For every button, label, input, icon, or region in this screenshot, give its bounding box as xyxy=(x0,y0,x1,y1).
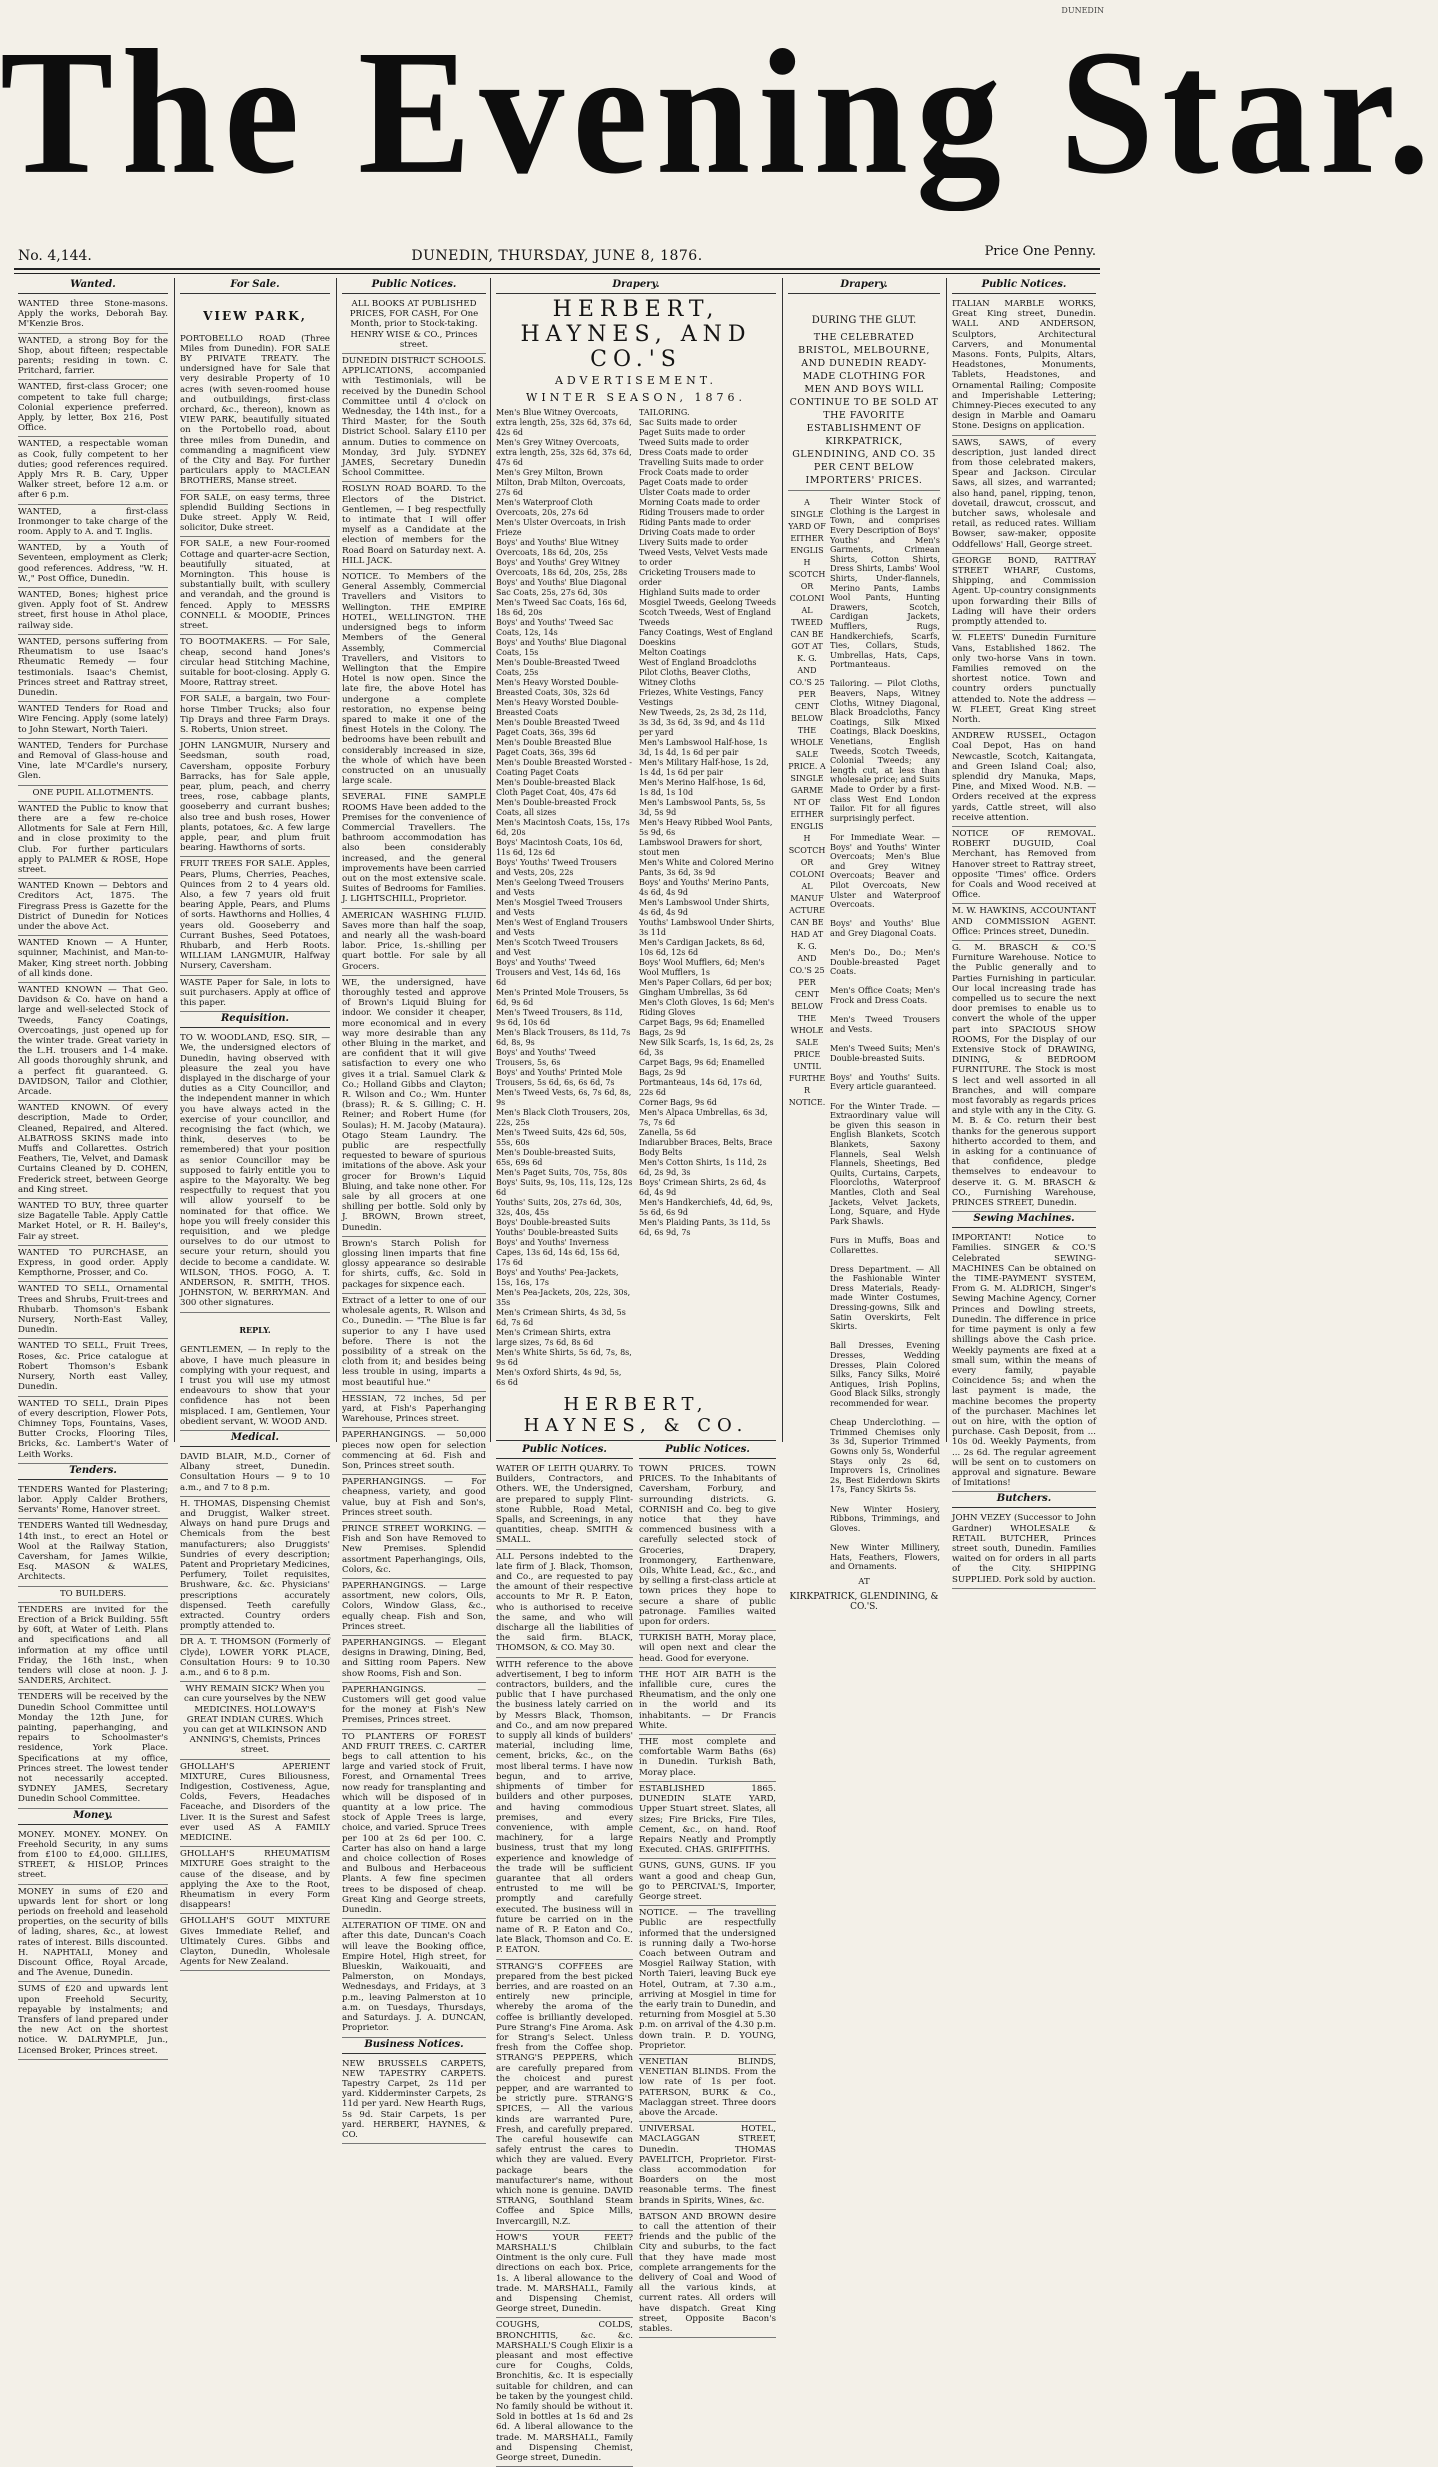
classified-ad: WANTED the Public to know that there are a few re-choice Allotments for Sale at Fern Hill, and in close proximity to the Club. For further particulars apply to PALMER & ROSE, Hope street. xyxy=(18,802,168,879)
classified-ad: WANTED, a respectable woman as Cook, fully competent to her duties; good references required. Apply Mrs R. B. Cary, Upper Walker street, before 12 a.m. or after 6 p.m. xyxy=(18,437,168,504)
reply-ad xyxy=(180,1313,330,1431)
notice-ad: Extract of a letter to one of our wholesale agents, R. Wilson and Co., Dunedin. — "The Blue is far superior to any I have used before. There is not the possibility of a streak on the cloth from it; and besides being less trouble in using, imparts a most beautiful hue." xyxy=(342,1294,486,1392)
section-head-public-notices: Public Notices. xyxy=(639,1443,776,1459)
notice-ad: AMERICAN WASHING FLUID. Saves more than half the soap, and nearly all the wash-board labor. Price, 1s.-shilling per quart bottle. For sale by all Grocers. xyxy=(342,909,486,976)
notice-ad: HOW'S YOUR FEET? MARSHALL'S Chilblain Ointment is the only cure. Full directions on each box. Price, 1s. A liberal allowance to the trade. M. MARSHALL, Family and Dispensing Chemist, George street, Dunedin. xyxy=(496,2231,633,2319)
notice-ad: NOTICE. To Members of the General Assembly, Commercial Travellers and Visitors to Wellington. THE EMPIRE HOTEL, WELLINGTON. THE undersigned begs to inform Members of the General Assembly, Commercial Travellers, and Visitors to Wellington that the Empire Hotel is now open. Since the late fire, the above Hotel has undergone a complete restoration, no expense being spared to make it one of the finest Hotels in the Colony. The bedrooms have been rebuilt and considerably increased in size, the whole of which have been constructed on an unusually large scale. xyxy=(342,570,486,790)
kirkpatrick-stock-list: Their Winter Stock of Clothing is the Largest in Town, and comprises Every Description of Boys' Youths' and Men's Garments, Crimean Shirts, Cotton Shirts, Dress Shirts, Lambs' Wool Shirts, Under-flannels, Merino Pants, Lambs Wool Pants, Hunting Drawers, Scotch, Cardigan Jackets, Mufflers, Rugs, Handkerchiefs, Scarfs, Ties, Collars, Studs, Umbrellas, Hats, Caps, Portmanteaus. Tailoring. — Pilot Cloths, Beavers, Naps, Witney Cloths, Witney Diagonal, Black Broadcloths, Fancy Coatings, Silk Mixed Coatings, Black Doeskins, Venetians, English Tweeds, Scotch Tweeds, Colonial Tweeds; any length cut, at less than wholesale price; and Suits Made to Order by a first-class West End London Tailor. Fit for all figures surprisingly perfect. For Immediate Wear. — Boys' and Youths' Winter Overcoats; Men's Blue and Grey Witney Overcoats; Beaver and Pilot Overcoats, New Ulster and Waterproof Overcoats. Boys' and Youths' Blue and Grey Diagonal Coats. Men's Do., Do.; Men's Double-breasted Paget Coats. Men's Office Coats; Men's Frock and Dress Coats. Men's Tweed Trousers and Vests. Men's Tweed Suits; Men's Double-breasted Suits. Boys' and Youths' Suits. Every article guaranteed. For the Winter Trade. — Extraordinary value will be given this season in English Blankets, Scotch Blankets, Saxony Flannels, Seal Welsh Flannels, Sheetings, Bed Quilts, Curtains, Carpets, Floorcloths, Waterproof Mantles, Cloth and Seal Jackets, Velvet Jackets, Long, Square, and Hyde Park Shawls. Furs in Muffs, Boas and Collarettes. Dress Department. — All the Fashionable Winter Dress Materials, Ready-made Winter Costumes, Dressing-gowns, Silk and Satin Overskirts, Felt Skirts. Ball Dresses, Evening Dresses, Wedding Dresses, Plain Colored Silks, Fancy Silks, Moiré Antiques, Irish Poplins, Good Black Silks, strongly recommended for wear. Cheap Underclothing. — Trimmed Chemises only 3s 3d, Superior Trimmed Gowns only 5s, Wonderful Stays only 2s 6d, Improvers 1s, Crinolines 2s, Best Eiderdown Skirts 17s, Fancy Skirts 5s. New Winter Hosiery, Ribbons, Trimmings, and Gloves. New Winter Millinery, Hats, Feathers, Flowers, and Ornaments. xyxy=(830,496,940,1572)
issue-number: No. 4,144. xyxy=(18,248,92,264)
column-public-notices-right xyxy=(948,278,1100,1585)
section-head-public-notices: Public Notices. xyxy=(952,278,1096,294)
section-head-tenders: Tenders. xyxy=(18,1464,168,1480)
classified-ad: WANTED TO SELL, Drain Pipes of every description, Flower Pots, Chimney Tops, Fountains, Vases, Butter Crocks, Flooring Tiles, Bricks, &c. Lambert's Water of Leith Works. xyxy=(18,1397,168,1464)
section-head-public-notices: Public Notices. xyxy=(342,278,486,294)
tender-ad: TENDERS Wanted for Plastering; labor. Apply Calder Brothers, Servants' Rome, Hanover street. xyxy=(18,1483,168,1520)
medical-ad: GHOLLAH'S APERIENT MIXTURE, Cures Biliousness, Indigestion, Costiveness, Ague, Colds, Fevers, Headaches Faceache, and Disorders of the Liver. It is the Surest and Safest ever used AS A FAMILY MEDICINE. xyxy=(180,1760,330,1848)
kirkpatrick-at: AT xyxy=(858,1576,870,1587)
section-head-drapery: Drapery. xyxy=(788,278,940,294)
column-rule xyxy=(946,278,947,1442)
medical-ad: H. THOMAS, Dispensing Chemist and Druggist, Walker street. Always on hand pure Drugs and Chemicals from the best manufacturers; also Druggists' Sundries of every description; Patent and Proprietary Medicines, Perfumery, Toilet requisites, Brushware, &c. &c. Physicians' prescriptions accurately dispensed. Teeth carefully extracted. Country orders promptly attended to. xyxy=(180,1497,330,1636)
classified-ad: ONE PUPIL ALLOTMENTS. xyxy=(18,786,168,802)
issue-date: DUNEDIN, THURSDAY, JUNE 8, 1876. xyxy=(411,248,703,264)
notice-ad: NOTICE. — The travelling Public are respectfully informed that the undersigned is running daily a Two-horse Coach between Outram and Mosgiel Railway Station, with North Taieri, leaving Buck eye Hotel, Outram, at 7.30 a.m., arriving at Mosgiel in time for the early train to Dunedin, and returning from Mosgiel at 5.30 p.m. on arrival of the 4.30 p.m. down train. P. D. YOUNG, Proprietor. xyxy=(639,1906,776,2055)
column-drapery-herbert-haynes xyxy=(492,278,780,2464)
section-head-butchers: Butchers. xyxy=(952,1492,1096,1508)
view-park-title: VIEW PARK, xyxy=(203,309,307,324)
medical-ad: DR A. T. THOMSON (Formerly of Clyde), LOWER YORK PLACE, Consultation Hours: 9 to 10.30 a.m., and 6 to 8 p.m. xyxy=(180,1635,330,1682)
notice-ad: GUNS, GUNS, GUNS. IF you want a good and cheap Gun, go to PERCIVAL'S, Importer, George street. xyxy=(639,1859,776,1906)
classified-ad: WANTED Tenders for Road and Wire Fencing. Apply (some lately) to John Stewart, North Taieri. xyxy=(18,702,168,739)
notice-ad: COUGHS, COLDS, BRONCHITIS, &c. &c. MARSHALL'S Cough Elixir is a pleasant and most effective cure for Coughs, Colds, Bronchitis, &c. It is especially suitable for children, and can be taken by the youngest child. No family should be without it. Sold in bottles at 1s 6d and 2s 6d. A liberal allowance to the trade. M. MARSHALL, Family and Dispensing Chemist, George street, Dunedin. xyxy=(496,2318,633,2467)
sale-ad: FOR SALE, a new Four-roomed Cottage and quarter-acre Section, beautifully situated, at Mornington. This house is substantially built, with scullery and verandah, and the ground is fenced. Apply to MESSRS CONNELL & MOODIE, Princes street. xyxy=(180,537,330,635)
classified-ad: WANTED, a first-class Ironmonger to take charge of the room. Apply to A. and T. Inglis. xyxy=(18,505,168,542)
medical-ad: DAVID BLAIR, M.D., Corner of Albany street, Dunedin. Consultation Hours — 9 to 10 a.m., and 7 to 8 p.m. xyxy=(180,1450,330,1497)
tender-ad: TENDERS will be received by the Dunedin School Committee until Monday the 12th June, for painting, paperhanging, and repairs to Schoolmaster's residence, York Place. Specifications at my office, Princes street. The lowest tender not necessarily accepted. SYDNEY JAMES, Secretary Dunedin School Committee. xyxy=(18,1690,168,1808)
herbert-haynes-signature: HERBERT, HAYNES, & CO. xyxy=(496,1394,776,1441)
classified-ad: WANTED, first-class Grocer; one competent to take full charge; Colonial experience preferred. Apply, by letter, Box 216, Post Office. xyxy=(18,380,168,437)
sale-ad: FOR SALE, on easy terms, three splendid Building Sections in Duke street. Apply W. Reid, solicitor, Duke street. xyxy=(180,491,330,538)
notice-ad: ALL BOOKS AT PUBLISHED PRICES, FOR CASH, For One Month, prior to Stock-taking. HENRY WISE & CO., Princes street. xyxy=(342,297,486,354)
kirkpatrick-side-column: A SINGLE YARD OF EITHER ENGLISH SCOTCH OR COLONIAL TWEED CAN BE GOT AT K. G. AND CO.'S 25 PER CENT BELOW THE WHOLESALE PRICE. A SINGLE GARMENT OF EITHER ENGLISH SCOTCH OR COLONIAL MANUFACTURE CAN BE HAD AT K. G. AND CO.'S 25 PER CENT BELOW THE WHOLESALE PRICE UNTIL FURTHER NOTICE. xyxy=(788,498,826,1108)
notice-ad: WE, the undersigned, have thoroughly tested and approve of Brown's Liquid Bluing for indoor. We consider it cheaper, more economical and in every way more desirable than any other Bluing in the market, and are confident that it will give satisfaction to every one who gives it a trial. Samuel Clark & Co.; Holland Gibbs and Clayton; R. Wilson and Co.; Wm. Hunter (brass); R. & S. Gilling; C. H. Reiner; and Robert Hume (for Soulas); H. M. Jacoby (Mataura). Otago Steam Laundry. The public are respectfully requested to beware of spurious imitations of the above. Ask your grocer for Brown's Liquid Bluing, and take none other. For sale by all grocers at one shilling per bottle. Sold only by J. BROWN, Brown street, Dunedin. xyxy=(342,976,486,1237)
column-rule xyxy=(174,278,175,1442)
notice-ad: STRANG'S COFFEES are prepared from the best picked berries, and are roasted on an entirely new principle, whereby the aroma of the coffee is brilliantly developed. Pure Strang's Fine Aroma. Ask for Strang's Select. Unless fresh from the Coffee shop. STRANG'S PEPPERS, which are carefully prepared from the choicest and purest pepper, and are warranted to be strictly pure. STRANG'S SPICES, — All the various kinds are warranted Pure, Fresh, and carefully prepared. The careful housewife can safely entrust the cares to which they are valued. Every package bears the manufacturer's name, without which none is genuine. DAVID STRANG, Southland Steam Coffee and Spice Mills, Invercargill, N.Z. xyxy=(496,1960,633,2231)
notice-ad: Brown's Starch Polish for glossing linen imparts that fine glossy appearance so desirable for shirts, cuffs, &c. Sold in packages for sixpence each. xyxy=(342,1237,486,1294)
column-drapery-kirkpatrick xyxy=(784,278,944,1613)
notice-ad: VENETIAN BLINDS, VENETIAN BLINDS. From the low rate of 1s per foot. PATERSON, BURK & Co., Maclaggan street. Three doors above the Arcade. xyxy=(639,2055,776,2122)
classified-ad: WANTED three Stone-masons. Apply the works, Deborah Bay. M'Kenzie Bros. xyxy=(18,297,168,334)
section-head-requisition: Requisition. xyxy=(180,1012,330,1028)
money-ad: MONEY. MONEY. MONEY. On Freehold Security, in any sums from £100 to £4,000. GILLIES, STREET, & HISLOP, Princes street. xyxy=(18,1828,168,1885)
section-head-sewing-machines: Sewing Machines. xyxy=(952,1212,1096,1228)
notice-ad: JOHN VEZEY (Successor to John Gardner) WHOLESALE & RETAIL BUTCHER, Princes street south, Dunedin. Families waited on for orders in all parts of the City. SHIPPING SUPPLIED. Pork sold by auction. xyxy=(952,1511,1096,1588)
money-ad: SUMS of £20 and upwards lent upon Freehold Security, repayable by instalments; and Transfers of land prepared under the new Act on the shortest notice. W. DALRYMPLE, Jun., Licensed Broker, Princes street. xyxy=(18,1982,168,2059)
notice-ad: DUNEDIN DISTRICT SCHOOLS. APPLICATIONS, accompanied with Testimonials, will be received by the Dunedin School Committee until 4 o'clock on Wednesday, the 14th inst., for a Third Master, for the South District School. Salary £110 per annum. Duties to commence on Monday, 3rd July. SYDNEY JAMES, Secretary Dunedin School Committee. xyxy=(342,354,486,482)
notice-ad: PAPERHANGINGS. — Large assortment, new colors, Oils, Colors, Window Glass, &c., equally cheap. Fish and Son, Princes street. xyxy=(342,1579,486,1636)
notice-ad: ALL Persons indebted to the late firm of J. Black, Thomson, and Co., are requested to pay the amount of their respective accounts to Mr R. P. Eaton, who is authorised to receive the same, and who will discharge all the liabilities of the said firm. BLACK, THOMSON, & CO. May 30. xyxy=(496,1550,633,1658)
money-ad: MONEY in sums of £20 and upwards lent for short or long periods on freehold and leasehold properties, on the security of bills of lading, shares, &c., at lowest rates of interest. Bills discounted. H. NAPHTALI, Money and Discount Office, Royal Arcade, and The Avenue, Dunedin. xyxy=(18,1885,168,1983)
tender-ad: TO BUILDERS. xyxy=(18,1587,168,1603)
column-for-sale xyxy=(176,278,334,1968)
section-head-for-sale: For Sale. xyxy=(180,278,330,294)
public-notices-lower xyxy=(496,1443,776,2467)
notice-ad: TURKISH BATH, Moray place, will open next and clear the head. Good for everyone. xyxy=(639,1631,776,1668)
notice-ad: WITH reference to the above advertisement, I beg to inform contractors, builders, and the public that I have purchased the business lately carried on by Messrs Black, Thomson, and Co., and am now prepared to supply all kinds of builders' material, including lime, cement, bricks, &c., on the most liberal terms. I have now begun, and to arrive, shipments of timber for builders and other purposes, and having commodious premises, and every convenience, with ample machinery, for a large business, trust that my long experience and knowledge of the trade will be sufficient guarantee that all orders entrusted to me will be promptly and carefully executed. The business will in future be carried on in the name of R. P. Eaton and Co., late Black, Thomson and Co. E. P. EATON. xyxy=(496,1658,633,1960)
column-public-notices xyxy=(338,278,490,2140)
section-head-drapery: Drapery. xyxy=(496,278,776,294)
classified-ad: WANTED TO PURCHASE, an Express, in good order. Apply Kempthorne, Prosser, and Co. xyxy=(18,1246,168,1283)
medical-ad: GHOLLAH'S GOUT MIXTURE Gives Immediate Relief, and Ultimately Cures. Gibbs and Clayton, Dunedin, Wholesale Agents for New Zealand. xyxy=(180,1914,330,1971)
herbert-haynes-title: HERBERT, HAYNES, AND CO.'S xyxy=(520,297,752,372)
sale-ad: WASTE Paper for Sale, in lots to suit purchasers. Apply at office of this paper. xyxy=(180,976,330,1013)
notice-ad: SEVERAL FINE SAMPLE ROOMS Have been added to the Premises for the convenience of Commercial Travellers. The bathroom accommodation has also been considerably increased, and the general improvements have been carried out on the most extensive scale. Suites of Bedrooms for Families. J. LIGHTSCHILL, Proprietor. xyxy=(342,790,486,908)
notice-ad: TOWN PRICES. TOWN PRICES. To the Inhabitants of Caversham, Forbury, and surrounding districts. G. CORNISH and Co. beg to give notice that they have commenced business with a carefully selected stock of Groceries, Drapery, Ironmongery, Earthenware, Oils, White Lead, &c., &c., and by selling a first-class article at town prices they hope to secure a share of public patronage. Families waited upon for orders. xyxy=(639,1462,776,1631)
winter-season-label: WINTER SEASON, 1876. xyxy=(526,391,746,404)
tender-ad: TENDERS Wanted till Wednesday, 14th inst., to erect an Hotel or Wool at the Railway Station, Caversham, for James Wilkie, Esq. MASON & WALES, Architects. xyxy=(18,1519,168,1586)
section-head-money: Money. xyxy=(18,1809,168,1825)
sale-ad: FRUIT TREES FOR SALE. Apples, Pears, Plums, Cherries, Peaches, Quinces from 2 to 4 years old. Also, a few 7 years old fruit bearing Apple, Pears, and Plums of sorts. Hawthorns and Hollies, 4 years old. Gooseberry and Currant Bushes, Seed Potatoes, Rhubarb, and Herb Roots. WILLIAM LANGMUIR, Halfway Nursery, Caversham. xyxy=(180,857,330,975)
notice-ad: IMPORTANT! Notice to Families. SINGER & CO.'S Celebrated SEWING-MACHINES Can be obtained on the TIME-PAYMENT SYSTEM, From G. M. ALDRICH, Singer's Sewing Machine Agency, Corner Princes and Dowling streets, Dunedin. The difference in price for time payment is only a few shillings above the Cash price. Weekly payments are fixed at a small sum, within the means of every family, payable Coincidence 5s; and when the last payment is made, the machine becomes the property of the purchaser. Machines let out on hire, with the option of purchase. Cash Deposit, from ... 10s 0d. Weekly Payments, from ... 2s 6d. The regular agreement will be sent on to customers on approval and signature. Beware of Imitations! xyxy=(952,1231,1096,1492)
kirkpatrick-body xyxy=(788,495,940,1575)
section-head-business-notices: Business Notices. xyxy=(342,2038,486,2054)
classified-ad: WANTED, Bones; highest price given. Apply foot of St. Andrew street, first house in Athol place, railway side. xyxy=(18,588,168,635)
notice-ad: PAPERHANGINGS. — 50,000 pieces now open for selection commencing at 6d. Fish and Son, Princes street south. xyxy=(342,1428,486,1475)
notice-ad: ROSLYN ROAD BOARD. To the Electors of the District. Gentlemen, — I beg respectfully to intimate that I will offer myself as a Candidate at the election of members for the Road Board on Saturday next. A. HILL JACK. xyxy=(342,482,486,570)
notice-ad: GEORGE BOND, RATTRAY STREET WHARF, Customs, Shipping, and Commission Agent. Up-country consignments upon forwarding their Bills of Lading will have their orders promptly attended to. xyxy=(952,554,1096,631)
notice-ad: UNIVERSAL HOTEL, MACLAGGAN STREET, Dunedin. THOMAS PAVELITCH, Proprietor. First-class accommodation for Boarders on the most reasonable terms. The finest brands in Spirits, Wines, &c. xyxy=(639,2122,776,2210)
newspaper-page xyxy=(14,278,1100,2464)
notice-ad: BATSON AND BROWN desire to call the attention of their friends and the public of the City and suburbs, to the fact that they have made most complete arrangements for the delivery of Coal and Wood of all the various kinds, at current rates. All orders will have dispatch. Great King street, Opposite Bacon's stables. xyxy=(639,2210,776,2338)
sale-ad: FOR SALE, a bargain, two Four-horse Timber Trucks; also four Tip Drays and three Farm Drays. S. Roberts, Union street. xyxy=(180,692,330,739)
notice-ad: ANDREW RUSSEL, Octagon Coal Depot, Has on hand Newcastle, Scotch, Kaitangata, and Green Island Coal; also, splendid dry Manuka, Maps, Pine, and Mixed Wood. N.B. — Orders received at the express yards, Cattle street, will also receive attention. xyxy=(952,729,1096,827)
public-notices-right xyxy=(639,1443,776,2467)
kirkpatrick-intro: THE CELEBRATED BRISTOL, MELBOURNE, AND DUNEDIN READY-MADE CLOTHING FOR MEN AND BOYS WILL CONTINUE TO BE SOLD AT THE FAVORITE ESTABLISHMENT OF KIRKPATRICK, GLENDINING, AND CO. 35 PER CENT BELOW IMPORTERS' PRICES. xyxy=(788,329,940,491)
reply-text: GENTLEMEN, — In reply to the above, I have much pleasure in complying with your request, and I trust you will use my utmost endeavours to show that your confidence has not been misplaced. I am, Gentlemen, Your obedient servant, W. WOOD AND. xyxy=(180,1345,330,1427)
medical-ad: WHY REMAIN SICK? When you can cure yourselves by the NEW MEDICINES. HOLLOWAY'S GREAT INDIAN CURES. Which you can get at WILKINSON AND ANNING'S, Chemists, Princes street. xyxy=(180,1682,330,1759)
classified-ad: WANTED KNOWN. Of every description, Made to Order, Cleaned, Repaired, and Altered. ALBATROSS SKINS made into Muffs and Collarettes. Ostrich Feathers, Tie, Velvet, and Damask Curtains Cleaned by D. COHEN, Frederick street, between George and King street. xyxy=(18,1101,168,1199)
sale-ad: TO BOOTMAKERS. — For Sale, cheap, second hand Jones's circular head Stitching Machine, suitable for boot-closing. Apply G. Moore, Rattray street. xyxy=(180,635,330,692)
advertisement-label: ADVERTISEMENT. xyxy=(554,374,717,387)
notice-ad: G. M. BRASCH & CO.'S Furniture Warehouse. Notice to the Public generally and to Parties Furnishing in particular. Our local increasing trade has compelled us to secure the next door premises to enable us to convert the whole of the upper part into SPACIOUS SHOW ROOMS, For the Display of our Extensive Stock of DRAWING, DINING, & BEDROOM FURNITURE. The Stock is most S lect and well assorted in all Branches, and will compare most favorably as regards prices and style with any in the City. G. M. B. & Co. return their best thanks for the generous support hitherto accorded to them, and in asking for a continuance of that confidence, pledge themselves to endeavour to deserve it. G. M. BRASCH & CO., Furnishing Warehouse, PRINCES STREET, Dunedin. xyxy=(952,941,1096,1212)
notice-ad: PAPERHANGINGS. — For cheapness, variety, and good value, buy at Fish and Son's, Princes street south. xyxy=(342,1475,486,1522)
medical-ad: GHOLLAH'S RHEUMATISM MIXTURE Goes straight to the cause of the disease, and by applying the Axe to the Root, Rheumatism in every Form disappears! xyxy=(180,1847,330,1914)
classified-ad: WANTED, persons suffering from Rheumatism to use Isaac's Rheumatic Remedy — four testimonials. Isaac's Chemist, Princes street and Rattray street, Dunedin. xyxy=(18,635,168,702)
classified-ad: WANTED TO SELL, Fruit Trees, Roses, &c. Price catalogue at Robert Thomson's Esbank Nursery, North east Valley, Dunedin. xyxy=(18,1339,168,1396)
view-park-body: PORTOBELLO ROAD (Three Miles from Dunedin). FOR SALE BY PRIVATE TREATY. The undersigned have for Sale that very desirable Property of 10 acres (with seven-roomed house and outbuildings, first-class orchard, &c., thereon), known as VIEW PARK, beautifully situated on the Portobello road, about three miles from Dunedin, and commanding a magnificent view of the City and Bay. For further particulars apply to MACLEAN BROTHERS, Manse street. xyxy=(180,333,330,487)
dateline xyxy=(18,244,1096,270)
classified-ad: WANTED Known — Debtors and Creditors Act, 1875. The Firegrass Press is Gazette for the District of Dunedin for Notices under the above Act. xyxy=(18,879,168,936)
wanted-ads-list xyxy=(18,297,168,1464)
section-head-public-notices: Public Notices. xyxy=(496,1443,633,1459)
classified-ad: WANTED Known — A Hunter, squinner, Machinist, and Man-to-Maker, King street north. Jobbing of all kinds done. xyxy=(18,936,168,983)
notice-ad: SAWS, SAWS, of every description, just landed direct from those celebrated makers, Spear and Jackson. Circular Saws, all sizes, and warranted; also hand, panel, ripping, tenon, dovetail, drawcut, crosscut, and butcher saws, wholesale and retail, as reduced rates. William Bowser, saw-maker, opposite Oddfellows' Hall, George street. xyxy=(952,436,1096,554)
masthead xyxy=(0,0,1438,228)
classified-ad: WANTED, Tenders for Purchase and Removal of Glass-house and Vine, late M'Cardle's nursery, Glen. xyxy=(18,739,168,786)
classified-ad: WANTED KNOWN — That Geo. Davidson & Co. have on hand a large and well-selected Stock of Tweeds, Fancy Coatings, Overcoatings, just opened up for the winter trade. Great variety in the L.H. trousers and 1-4 make. All goods thoroughly shrunk, and a perfect fit guaranteed. G. DAVIDSON, Tailor and Clothier, Arcade. xyxy=(18,983,168,1101)
column-rule xyxy=(336,278,337,1442)
notice-ad: PAPERHANGINGS. — Elegant designs in Drawing, Dining, Bed, and Sitting room Papers. New show Rooms, Fish and Son. xyxy=(342,1636,486,1683)
clothing-price-lists xyxy=(496,408,776,1388)
reply-heading: REPLY. xyxy=(239,1324,271,1335)
notice-ad: ITALIAN MARBLE WORKS, Great King street, Dunedin. WALL AND ANDERSON, Sculptors, Architectural Carvers, and Monumental Masons. Fonts, Pulpits, Altars, Headstones, Monuments, Tablets, Headstones, and Ornamental Railing; Composite and Imperishable Lettering; Chimney-Pieces executed to any design in Marble and Oamaru Stone. Designs on application. xyxy=(952,297,1096,436)
notice-ad: TO PLANTERS OF FOREST AND FRUIT TREES. C. CARTER begs to call attention to his large and varied stock of Fruit, Forest, and Ornamental Trees now ready for transplanting and which will be disposed of in quantity at a low price. The stock of Apple Trees is large, choice, and varied. Spruce Trees per 100 at 2s 6d per 100. C. Carter has also on hand a large and choice collection of Roses and Bulbous and Herbaceous Plants. A few fine specimen trees to be disposed of cheap. Great King and George streets, Dunedin. xyxy=(342,1730,486,1920)
column-rule xyxy=(782,278,783,1442)
kirkpatrick-signature: KIRKPATRICK, GLENDINING, & CO.'S. xyxy=(789,1591,939,1613)
notice-ad: THE HOT AIR BATH is the infallible cure, cures the Rheumatism, and the only one in the world and its inhabitants. — Dr Francis White. xyxy=(639,1668,776,1735)
tender-ad: TENDERS are invited for the Erection of a Brick Building. 55ft by 60ft, at Water of Leith. Plans and specifications and all information at my office until Friday, the 16th inst., when tenders will close at noon. J. J. SANDERS, Architect. xyxy=(18,1603,168,1691)
masthead-corner-mark: DUNEDIN xyxy=(1061,6,1104,15)
notice-ad: THE most complete and comfortable Warm Baths (6s) in Dunedin. Turkish Bath, Moray place. xyxy=(639,1735,776,1782)
notice-ad: W. FLEETS' Dunedin Furniture Vans, Established 1862. The only two-horse Vans in town. Families removed on the shortest notice. Town and country orders punctually attended to. Note the address — W. FLEET, Great King street North. xyxy=(952,631,1096,729)
column-wanted xyxy=(14,278,172,2056)
glut-heading: DURING THE GLUT. xyxy=(811,315,917,326)
newspaper-title: The Evening Star. xyxy=(0,13,1438,211)
tailoring-price-list: TAILORING. Sac Suits made to order Paget Suits made to order Tweed Suits made to order Dress Coats made to order Travelling Suits made to order Frock Coats made to order Paget Coats made to order Ulster Coats made to order Morning Coats made to order Riding Trousers made to order Riding Pants made to order Driving Coats made to order Livery Suits made to order Tweed Vests, Velvet Vests made to order Cricketing Trousers made to order Highland Suits made to order Mosgiel Tweeds, Geelong Tweeds Scotch Tweeds, West of England Tweeds Fancy Coatings, West of England Doeskins Melton Coatings West of England Broadcloths Pilot Cloths, Beaver Cloths, Witney Cloths Friezes, White Vestings, Fancy Vestings New Tweeds, 2s, 2s 3d, 2s 11d, 3s 3d, 3s 6d, 3s 9d, and 4s 11d per yard Men's Lambswool Half-hose, 1s 3d, 1s 4d, 1s 6d per pair Men's Military Half-hose, 1s 2d, 1s 4d, 1s 6d per pair Men's Merino Half-hose, 1s 6d, 1s 8d, 1s 10d Men's Lambswool Pants, 5s, 5s 3d, 5s 9d Men's Heavy Ribbed Wool Pants, 5s 9d, 6s Lambswool Drawers for short, stout men Men's White and Colored Merino Pants, 3s 6d, 3s 9d Boys' and Youths' Merino Pants, 4s 6d, 4s 9d Men's Lambswool Under Shirts, 4s 6d, 4s 9d Youths' Lambswool Under Shirts, 3s 11d Men's Cardigan Jackets, 8s 6d, 10s 6d, 12s 6d Boys' Wool Mufflers, 6d; Men's Wool Mufflers, 1s Men's Paper Collars, 6d per box; Gingham Umbrellas, 3s 6d Men's Cloth Gloves, 1s 6d; Men's Riding Gloves Carpet Bags, 9s 6d; Enamelled Bags, 2s 9d New Silk Scarfs, 1s, 1s 6d, 2s, 2s 6d, 3s Carpet Bags, 9s 6d; Enamelled Bags, 2s 9d Portmanteaus, 14s 6d, 17s 6d, 22s 6d Corner Bags, 9s 6d Men's Alpaca Umbrellas, 6s 3d, 7s, 7s 6d Zanella, 5s 6d Indiarubber Braces, Belts, Brace Body Belts Men's Cotton Shirts, 1s 11d, 2s 6d, 2s 9d, 3s Boys' Crimean Shirts, 2s 6d, 4s 6d, 4s 9d Men's Handkerchiefs, 4d, 6d, 9s, 5s 6d, 6s 9d Men's Plaiding Pants, 3s 11d, 5s 6d, 6s 9d, 7s xyxy=(639,408,776,1237)
masthead-rule xyxy=(14,268,1100,274)
issue-price: Price One Penny. xyxy=(984,244,1096,259)
notice-ad: WATER OF LEITH QUARRY. To Builders, Contractors, and Others. WE, the Undersigned, are prepared to supply Flint-stone Rubble, Road Metal, Spalls, and Screenings, in any quantities, cheap. SMITH & SMALL. xyxy=(496,1462,633,1550)
notice-ad: PRINCE STREET WORKING. — Fish and Son have Removed to New Premises. Splendid assortment Paperhangings, Oils, Colors, &c. xyxy=(342,1522,486,1579)
view-park-ad xyxy=(180,297,330,491)
requisition-text: TO W. WOODLAND, ESQ. SIR, — We, the undersigned electors of Dunedin, having observed with pleasure the zeal you have displayed in the discharge of your duties as a City Councillor, and the independent manner in which you have always acted in the exercise of your councillor, and recognising the fact (which, we think, deserves to be remembered) that your position as senior Councillor may be supposed to fairly entitle you to aspire to the Mayoralty. We beg respectfully to request that you will allow yourself to be nominated for that office. We hope you will freely consider this requisition, and we pledge ourselves to do our utmost to secure your return, should you decide to become a candidate. W. WILSON, THOS. FOGO, A. T. ANDERSON, R. SMITH, THOS. JOHNSTON, W. BERRYMAN. And 300 other signatures. xyxy=(180,1031,330,1312)
classified-ad: WANTED TO BUY, three quarter size Bagatelle Table. Apply Cattle Market Hotel, or R. H. Bailey's, Fair ay street. xyxy=(18,1199,168,1246)
notice-ad: HESSIAN, 72 inches, 5d per yard, at Fish's Paperhanging Warehouse, Princes street. xyxy=(342,1392,486,1429)
classified-ad: WANTED, by a Youth of Seventeen, employment as Clerk; good references. Address, "W. H. W.," Post Office, Dunedin. xyxy=(18,541,168,588)
column-rule xyxy=(490,278,491,1442)
notice-ad: PAPERHANGINGS. — Customers will get good value for the money at Fish's New Premises, Princes street. xyxy=(342,1683,486,1730)
notice-ad: NEW BRUSSELS CARPETS, NEW TAPESTRY CARPETS. Tapestry Carpet, 2s 11d per yard. Kidderminster Carpets, 2s 11d per yard. New Hearth Rugs, 5s 9d. Stair Carpets, 1s per yard. HERBERT, HAYNES, & CO. xyxy=(342,2057,486,2145)
sale-ad: JOHN LANGMUIR, Nursery and Seedsman, south road, Caversham, opposite Forbury Barracks, has for Sale apple, pear, plum, peach, and cherry trees, rose, cabbage plants, gooseberry and currant bushes; also tree and bush roses, Hower plants, potatoes, &c. A few large apple, pear, and plum fruit bearing. Hawthorns of sorts. xyxy=(180,739,330,857)
clothing-price-list: Men's Blue Witney Overcoats, extra length, 25s, 32s 6d, 37s 6d, 42s 6d Men's Grey Witney Overcoats, extra length, 25s, 32s 6d, 37s 6d, 47s 6d Men's Grey Milton, Brown Milton, Drab Milton, Overcoats, 27s 6d Men's Waterproof Cloth Overcoats, 20s, 27s 6d Men's Ulster Overcoats, in Irish Frieze Boys' and Youths' Blue Witney Overcoats, 18s 6d, 20s, 25s Boys' and Youths' Grey Witney Overcoats, 18s 6d, 20s, 25s, 28s Boys' and Youths' Blue Diagonal Sac Coats, 25s, 27s 6d, 30s Men's Tweed Sac Coats, 16s 6d, 18s 6d, 20s Boys' and Youths' Tweed Sac Coats, 12s, 14s Boys' and Youths' Blue Diagonal Coats, 15s Men's Double-Breasted Tweed Coats, 25s Men's Heavy Worsted Double-Breasted Coats, 30s, 32s 6d Men's Heavy Worsted Double-Breasted Coats Men's Double Breasted Tweed Paget Coats, 36s, 39s 6d Men's Double Breasted Blue Paget Coats, 36s, 39s 6d Men's Double Breasted Worsted - Coating Paget Coats Men's Double-breasted Black Cloth Paget Coat, 40s, 47s 6d Men's Double-breasted Frock Coats, all sizes Men's Macintosh Coats, 15s, 17s 6d, 20s Boys' Macintosh Coats, 10s 6d, 11s 6d, 12s 6d Boys' Youths' Tweed Trousers and Vests, 20s, 22s Men's Geelong Tweed Trousers and Vests Men's Mosgiel Tweed Trousers and Vests Men's West of England Trousers and Vests Men's Scotch Tweed Trousers and Vest Boys' and Youths' Tweed Trousers and Vest, 14s 6d, 16s 6d Men's Printed Mole Trousers, 5s 6d, 9s 6d Men's Tweed Trousers, 8s 11d, 9s 6d, 10s 6d Men's Black Trousers, 8s 11d, 7s 6d, 8s, 9s Boys' and Youths' Tweed Trousers, 5s, 6s Boys' and Youths' Printed Mole Trousers, 5s 6d, 6s, 6s 6d, 7s Men's Tweed Vests, 6s, 7s 6d, 8s, 9s Men's Black Cloth Trousers, 20s, 22s, 25s Men's Tweed Suits, 42s 6d, 50s, 55s, 60s Men's Double-breasted Suits, 65s, 69s 6d Men's Paget Suits, 70s, 75s, 80s Boys' Suits, 9s, 10s, 11s, 12s, 12s 6d Youths' Suits, 20s, 27s 6d, 30s, 32s, 40s, 45s Boys' Double-breasted Suits Youths' Double-breasted Suits Boys' and Youths' Inverness Capes, 13s 6d, 14s 6d, 15s 6d, 17s 6d Boys' and Youths' Pea-Jackets, 15s, 16s, 17s Men's Pea-Jackets, 20s, 22s, 30s, 35s Men's Crimean Shirts, 4s 3d, 5s 6d, 7s 6d Men's Crimean Shirts, extra large sizes, 7s 6d, 8s 6d Men's White Shirts, 5s 6d, 7s, 8s, 9s 6d Men's Oxford Shirts, 4s 9d, 5s, 6s 6d xyxy=(496,408,633,1387)
section-head-wanted: Wanted. xyxy=(18,278,168,294)
section-head-medical: Medical. xyxy=(180,1431,330,1447)
notice-ad: ALTERATION OF TIME. ON and after this date, Duncan's Coach will leave the Booking office, Empire Hotel, High street, for Blueskin, Waikouaiti, and Palmerston, on Mondays, Wednesdays, and Fridays, at 3 p.m., leaving Palmerston at 10 a.m. on Tuesdays, Thursdays, and Saturdays. J. A. DUNCAN, Proprietor. xyxy=(342,1919,486,2037)
notice-ad: NOTICE OF REMOVAL. ROBERT DUGUID, Coal Merchant, has Removed from Hanover street to Rattray street, opposite 'Times' office. Orders for Coals and Wood received at Office. xyxy=(952,827,1096,904)
public-notices-left xyxy=(496,1443,633,2467)
notice-ad: ESTABLISHED 1865. DUNEDIN SLATE YARD, Upper Stuart street. Slates, all sizes; Fire Bricks, Fire Tiles, Cement, &c., on hand. Roof Repairs Neatly and Promptly Executed. CHAS. GRIFFITHS. xyxy=(639,1782,776,1859)
classified-ad: WANTED TO SELL, Ornamental Trees and Shrubs, Fruit-trees and Rhubarb. Thomson's Esbank Nursery, North-East Valley, Dunedin. xyxy=(18,1282,168,1339)
notice-ad: M. W. HAWKINS, ACCOUNTANT AND COMMISSION AGENT. Office: Princes street, Dunedin. xyxy=(952,904,1096,941)
classified-ad: WANTED, a strong Boy for the Shop, about fifteen; respectable parents; residing in town. C. Pritchard, farrier. xyxy=(18,334,168,381)
